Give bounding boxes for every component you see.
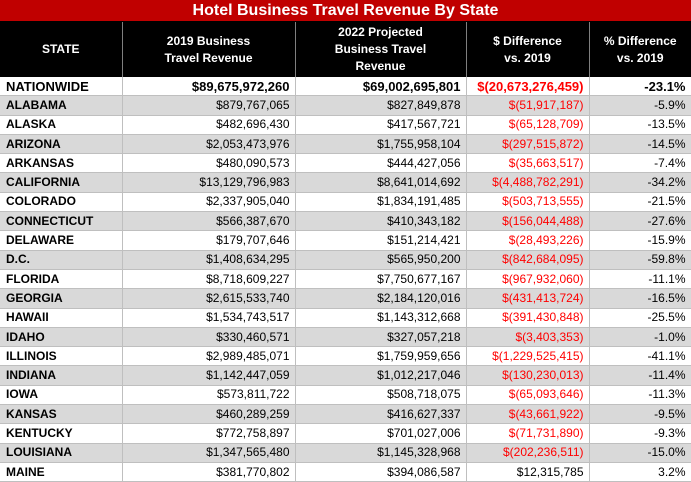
projected-2022-cell: $1,834,191,485 [295,192,466,211]
projected-2022-cell: $8,641,014,692 [295,173,466,192]
percent-difference-cell: -15.9% [589,231,691,250]
percent-difference-cell: -1.0% [589,327,691,346]
dollar-difference-cell: $(503,713,555) [466,192,589,211]
projected-2022-cell: $2,184,120,016 [295,289,466,308]
revenue-2019-cell: $89,675,972,260 [122,77,295,96]
percent-difference-cell: -11.1% [589,269,691,288]
state-cell: ILLINOIS [0,347,122,366]
dollar-difference-cell: $(71,731,890) [466,424,589,443]
state-cell: KANSAS [0,405,122,424]
dollar-difference-cell: $(28,493,226) [466,231,589,250]
table-row [0,173,691,192]
percent-difference-cell: -21.5% [589,192,691,211]
percent-difference-cell: -16.5% [589,289,691,308]
projected-2022-cell: $327,057,218 [295,327,466,346]
dollar-difference-cell: $(431,413,724) [466,289,589,308]
revenue-2019-cell: $1,534,743,517 [122,308,295,327]
revenue-2019-cell: $480,090,573 [122,154,295,173]
projected-2022-cell: $827,849,878 [295,96,466,115]
projected-2022-cell: $444,427,056 [295,154,466,173]
state-cell: IDAHO [0,327,122,346]
revenue-table [0,22,691,482]
table-header [0,22,691,77]
revenue-2019-cell: $482,696,430 [122,115,295,134]
table-row [0,250,691,269]
percent-difference-cell: -7.4% [589,154,691,173]
percent-difference-cell: -5.9% [589,96,691,115]
dollar-difference-cell: $(43,661,922) [466,405,589,424]
projected-2022-cell: $417,567,721 [295,115,466,134]
dollar-difference-cell: $(4,488,782,291) [466,173,589,192]
table-row [0,443,691,462]
table-row [0,96,691,115]
percent-difference-cell: -13.5% [589,115,691,134]
dollar-difference-cell: $(35,663,517) [466,154,589,173]
state-cell: NATIONWIDE [0,77,122,96]
state-cell: DELAWARE [0,231,122,250]
dollar-difference-cell: $(1,229,525,415) [466,347,589,366]
projected-2022-cell: $1,012,217,046 [295,366,466,385]
revenue-2019-cell: $1,347,565,480 [122,443,295,462]
revenue-2019-cell: $460,289,259 [122,405,295,424]
dollar-difference-cell: $(20,673,276,459) [466,77,589,96]
revenue-2019-cell: $566,387,670 [122,212,295,231]
projected-2022-cell: $7,750,677,167 [295,269,466,288]
table-row [0,462,691,481]
projected-2022-cell: $1,755,958,104 [295,134,466,153]
projected-2022-cell: $416,627,337 [295,405,466,424]
table-row [0,347,691,366]
revenue-2019-cell: $2,615,533,740 [122,289,295,308]
table-row [0,192,691,211]
state-cell: IOWA [0,385,122,404]
revenue-2019-cell: $381,770,802 [122,462,295,481]
dollar-difference-cell: $(391,430,848) [466,308,589,327]
revenue-2019-cell: $573,811,722 [122,385,295,404]
state-cell: COLORADO [0,192,122,211]
percent-difference-cell: -15.0% [589,443,691,462]
state-cell: HAWAII [0,308,122,327]
table-row [0,327,691,346]
percent-difference-cell: -23.1% [589,77,691,96]
header-state: STATE [0,22,122,77]
table-row [0,424,691,443]
revenue-2019-cell: $13,129,796,983 [122,173,295,192]
revenue-2019-cell: $2,053,473,976 [122,134,295,153]
dollar-difference-cell: $(297,515,872) [466,134,589,153]
revenue-2019-cell: $879,767,065 [122,96,295,115]
nationwide-row [0,77,691,96]
projected-2022-cell: $508,718,075 [295,385,466,404]
projected-2022-cell: $1,145,328,968 [295,443,466,462]
percent-difference-cell: -9.3% [589,424,691,443]
state-cell: INDIANA [0,366,122,385]
percent-difference-cell: -11.4% [589,366,691,385]
percent-difference-cell: -11.3% [589,385,691,404]
projected-2022-cell: $410,343,182 [295,212,466,231]
table-row [0,231,691,250]
percent-difference-cell: -59.8% [589,250,691,269]
state-cell: CONNECTICUT [0,212,122,231]
dollar-difference-cell: $(65,128,709) [466,115,589,134]
revenue-2019-cell: $1,408,634,295 [122,250,295,269]
table-row [0,405,691,424]
table-row [0,115,691,134]
percent-difference-cell: -34.2% [589,173,691,192]
revenue-2019-cell: $2,337,905,040 [122,192,295,211]
revenue-2019-cell: $772,758,897 [122,424,295,443]
percent-difference-cell: -25.5% [589,308,691,327]
dollar-difference-cell: $(156,044,488) [466,212,589,231]
projected-2022-cell: $1,759,959,656 [295,347,466,366]
header-2019-revenue: 2019 Business Travel Revenue [122,22,295,77]
dollar-difference-cell: $(967,932,060) [466,269,589,288]
state-cell: FLORIDA [0,269,122,288]
revenue-2019-cell: $179,707,646 [122,231,295,250]
state-cell: KENTUCKY [0,424,122,443]
state-cell: D.C. [0,250,122,269]
dollar-difference-cell: $(842,684,095) [466,250,589,269]
state-cell: LOUISIANA [0,443,122,462]
percent-difference-cell: -27.6% [589,212,691,231]
revenue-2019-cell: $2,989,485,071 [122,347,295,366]
projected-2022-cell: $701,027,006 [295,424,466,443]
header-2022-projected: 2022 Projected Business Travel Revenue [295,22,466,77]
projected-2022-cell: $394,086,587 [295,462,466,481]
state-cell: ARIZONA [0,134,122,153]
dollar-difference-cell: $(65,093,646) [466,385,589,404]
dollar-difference-cell: $12,315,785 [466,462,589,481]
state-cell: ALABAMA [0,96,122,115]
dollar-difference-cell: $(202,236,511) [466,443,589,462]
state-cell: MAINE [0,462,122,481]
projected-2022-cell: $565,950,200 [295,250,466,269]
table-row [0,289,691,308]
revenue-2019-cell: $1,142,447,059 [122,366,295,385]
table-row [0,269,691,288]
header-dollar-difference: $ Difference vs. 2019 [466,22,589,77]
percent-difference-cell: -41.1% [589,347,691,366]
state-cell: ARKANSAS [0,154,122,173]
table-title: Hotel Business Travel Revenue By State [0,0,691,22]
projected-2022-cell: $1,143,312,668 [295,308,466,327]
percent-difference-cell: -9.5% [589,405,691,424]
projected-2022-cell: $151,214,421 [295,231,466,250]
dollar-difference-cell: $(130,230,013) [466,366,589,385]
table-body [0,77,691,482]
percent-difference-cell: -14.5% [589,134,691,153]
projected-2022-cell: $69,002,695,801 [295,77,466,96]
table-row [0,212,691,231]
table-row [0,385,691,404]
table-row [0,308,691,327]
revenue-2019-cell: $330,460,571 [122,327,295,346]
dollar-difference-cell: $(3,403,353) [466,327,589,346]
state-cell: CALIFORNIA [0,173,122,192]
state-cell: ALASKA [0,115,122,134]
revenue-2019-cell: $8,718,609,227 [122,269,295,288]
dollar-difference-cell: $(51,917,187) [466,96,589,115]
table-row [0,366,691,385]
table-row [0,134,691,153]
percent-difference-cell: 3.2% [589,462,691,481]
header-percent-difference: % Difference vs. 2019 [589,22,691,77]
table-row [0,154,691,173]
state-cell: GEORGIA [0,289,122,308]
